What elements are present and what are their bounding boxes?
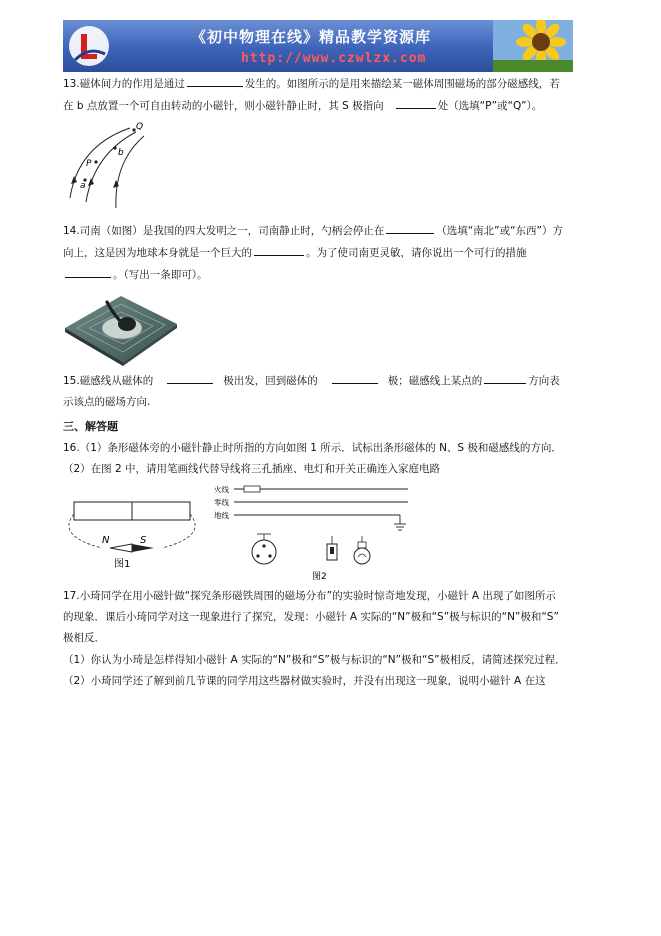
q15-blank-2[interactable] [332,371,378,384]
q15-blank-3[interactable] [484,371,526,384]
sunflower-icon [493,20,573,72]
fig1-caption: 图1 [114,559,131,570]
q13-blank-1[interactable] [187,74,243,87]
q15-text-d: 方向表 [528,375,560,387]
q16-line1: 16.（1）条形磁体旁的小磁针静止时所指的方向如图 1 所示．试标出条形磁体的 N、S 极和磁感线的方向． [63,442,562,454]
fuse-icon [244,486,260,492]
q15-line1 [63,370,560,392]
q13-label-a: a [80,181,86,191]
q13-text-a: 13.磁体间力的作用是通过 [63,78,185,90]
q17-line2: 的现象．课后小琦同学对这一现象进行了探究，发现：小磁针 A 实际的“N”极和“S”极与标识的“N”极和“S” [63,611,559,623]
q17-line3: 极相反． [63,632,105,644]
banner-url[interactable]: http://www.czwlzx.com [241,51,427,66]
q15-text-c: 极；磁感线上某点的 [387,375,483,387]
three-pin-socket-icon [252,534,276,564]
q14-text-e: 。（写出一条即可）。 [113,269,208,281]
q17-line1: 17.小琦同学在用小磁针做“探究条形磁铁周围的磁场分布”的实验时惊奇地发现，小磁针 A 出现了如图所示 [63,590,556,602]
q13-blank-2[interactable] [396,96,436,109]
q13-line1 [63,73,560,95]
q13-text-c: 在 b 点放置一个可自由转动的小磁针，则小磁针静止时，其 S 极指向 [63,100,384,112]
q16-figure1-bar-magnet [62,490,202,570]
q14-blank-1[interactable] [386,221,434,234]
q14-line3 [63,264,208,286]
q13-label-q: Q [136,122,144,132]
q13-label-p: P [86,159,92,169]
fig2-ground-wire-label: 地线 [214,511,229,520]
sinan-compass-image [63,288,179,366]
q13-line2 [63,95,542,117]
q15-line2: 示该点的磁场方向. [63,396,151,408]
section-heading: 三、解答题 [63,420,118,433]
banner-title: 《初中物理在线》精品教学资源库 [191,28,432,46]
q17-line5: （2）小琦同学还了解到前几节课的同学用这些器材做实验时，并没有出现这一现象，说明小磁针 A 在这 [63,675,546,687]
q13-magnetic-field-figure [64,118,154,213]
q16-figure2-household-circuit [212,480,412,583]
q14-blank-2[interactable] [254,243,304,256]
q14-text-d: 。为了使司南更灵敏，请你说出一个可行的措施 [306,247,527,259]
q13-label-b: b [118,148,124,158]
q15-text-a: 15.磁感线从磁体的 [63,375,154,387]
fig1-needle-s: S [140,535,147,546]
header-banner [63,20,573,72]
q14-text-b: （选填“南北”或“东西”）方 [436,225,563,237]
q15-text-b: 极出发，回到磁体的 [223,375,318,387]
q14-line1 [63,220,563,242]
q16-line2: （2）在图 2 中，请用笔画线代替导线将三孔插座、电灯和开关正确连入家庭电路 [63,463,441,475]
q14-blank-3[interactable] [65,265,111,278]
q14-text-a: 14.司南（如图）是我国的四大发明之一，司南静止时，勺柄会停止在 [63,225,385,237]
switch-icon [327,536,337,560]
q14-text-c: 向上，这是因为地球本身就是一个巨大的 [63,247,252,259]
fig2-caption: 图2 [312,572,327,582]
fig1-needle-n: N [102,535,110,546]
fig2-neutral-wire-label: 零线 [214,498,229,507]
q14-line2 [63,242,527,264]
fig2-live-wire-label: 火线 [214,485,229,494]
q13-text-b: 发生的。如图所示的是用来描绘某一磁体周围磁场的部分磁感线，若 [244,78,560,90]
logo-icon [67,24,111,68]
q17-line4: （1）你认为小琦是怎样得知小磁针 A 实际的“N”极和“S”极与标识的“N”极和“S”极相反，请简述探究过程． [63,654,566,666]
q13-text-d: 处（选填“P”或“Q”）。 [437,100,543,112]
light-bulb-icon [354,536,370,564]
q15-blank-1[interactable] [167,371,213,384]
